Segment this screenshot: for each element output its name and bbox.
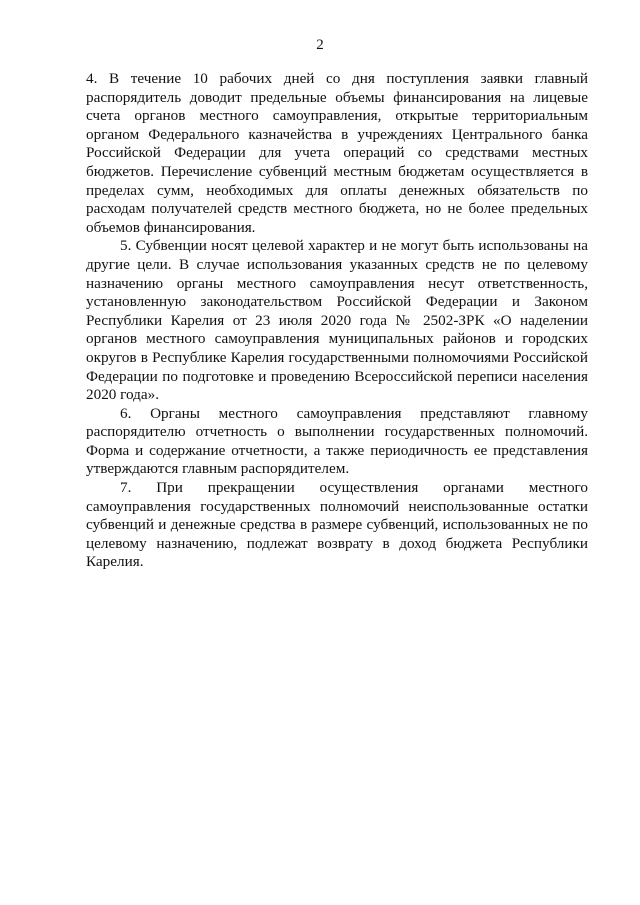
paragraph-4: 4. В течение 10 рабочих дней со дня поступления заявки главный распорядитель доводит предельные объемы финансирования на лицевые счета органов местного самоуправления, открытые территориальным органом Федерального казначейства в учреждениях Центрального банка Российской Федерации для учета операций со средствами местных бюджетов. Перечисление субвенций местным бюджетам осуществляется в пределах сумм, необходимых для оплаты денежных обязательств по расходам получателей средств местного бюджета, но не более предельных объемов финансирования.: [86, 70, 588, 236]
paragraph-7: 7. При прекращении осуществления органами местного самоуправления государственных полномочий неиспользованные остатки субвенций и денежные средства в размере субвенций, использованных не по целевому назначению, подлежат возврату в доход бюджета Республики Карелия.: [86, 479, 588, 571]
paragraph-6: 6. Органы местного самоуправления представляют главному распорядителю отчетность о выполнении государственных полномочий. Форма и содержание отчетности, а также периодичность ее представления утверждаются главным распорядителем.: [86, 404, 588, 478]
document-body: [86, 70, 588, 572]
page-number: 2: [316, 37, 324, 53]
paragraph-5: 5. Субвенции носят целевой характер и не могут быть использованы на другие цели. В случае использования указанных средств не по целевому назначению органы местного самоуправления несут ответственность, установленную законодательством Российской Федерации и Законом Республики Карелия от 23 июля 2020 года № 2502-ЗРК «О наделении органов местного самоуправления муниципальных районов и городских округов в Республике Карелия государственными полномочиями Российской Федерации по подготовке и проведению Всероссийской переписи населения 2020 года».: [86, 237, 588, 404]
